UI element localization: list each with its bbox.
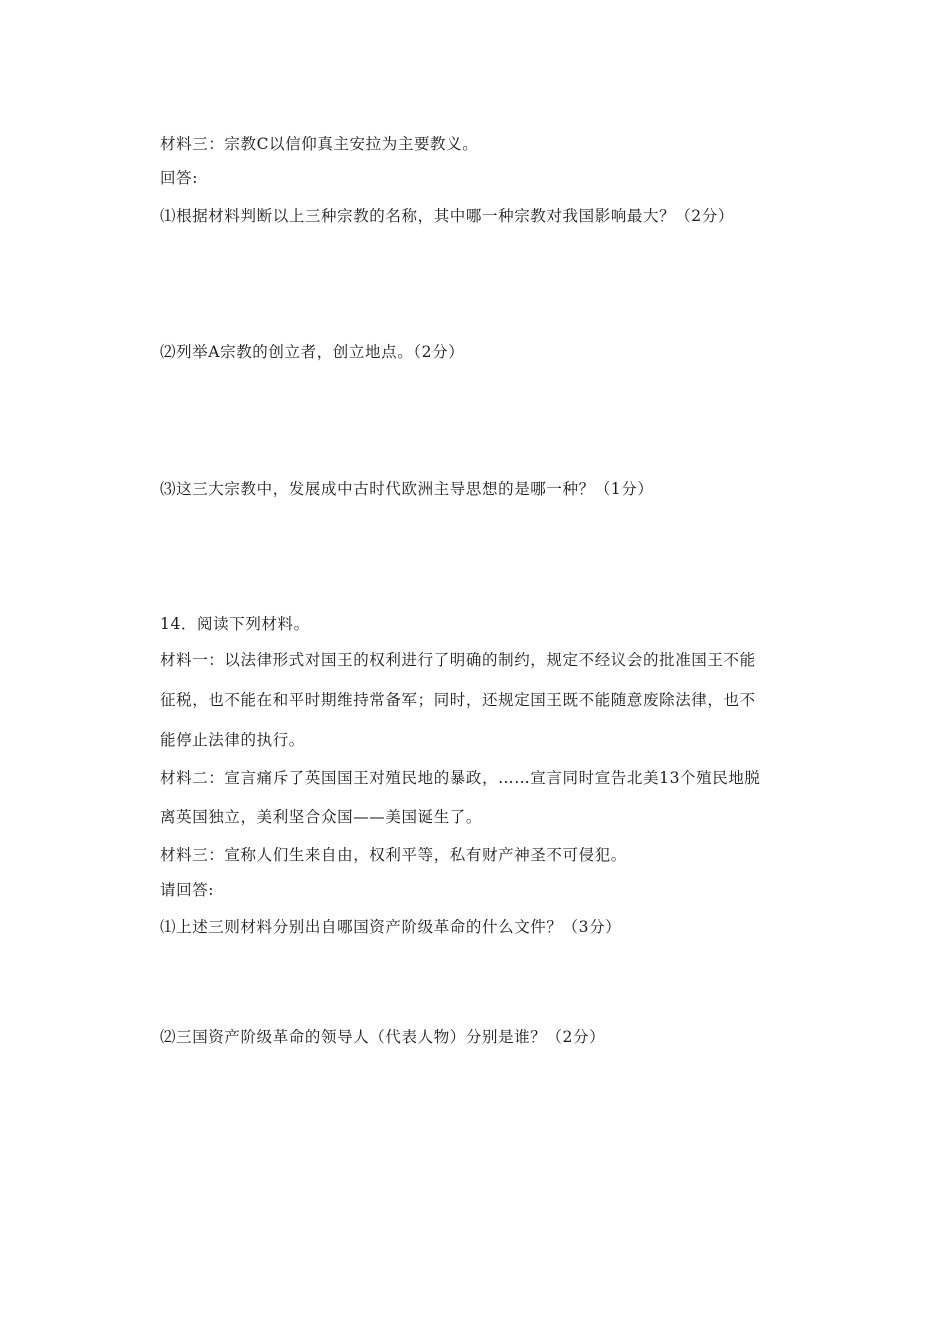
material-3-declaration: 材料三：宣称人们生来自由，权利平等，私有财产神圣不可侵犯。 [160,846,627,864]
material-2-line-2: 离英国独立，美利坚合众国——美国诞生了。 [160,808,483,826]
answer-prompt-14: 请回答: [160,881,215,899]
question-13-2: ⑵列举A宗教的创立者，创立地点。（2分） [160,343,465,361]
material-1-line-3: 能停止法律的执行。 [160,731,305,749]
answer-prompt: 回答: [160,169,199,187]
question-14-heading: 14．阅读下列材料。 [160,615,310,633]
material-1-line-1: 材料一：以法律形式对国王的权利进行了明确的制约，规定不经议会的批准国王不能 [160,651,756,669]
question-13-3: ⑶这三大宗教中，发展成中古时代欧洲主导思想的是哪一种？（1分） [160,480,654,498]
question-13-1: ⑴根据材料判断以上三种宗教的名称，其中哪一种宗教对我国影响最大？（2分） [160,207,734,225]
material-3-religion: 材料三：宗教C以信仰真主安拉为主要教义。 [160,135,479,153]
question-14-1: ⑴上述三则材料分别出自哪国资产阶级革命的什么文件？（3分） [160,918,622,936]
material-1-line-2: 征税，也不能在和平时期维持常备军；同时，还规定国王既不能随意废除法律，也不 [160,691,756,709]
question-14-2: ⑵三国资产阶级革命的领导人（代表人物）分别是谁？（2分） [160,1028,606,1046]
material-2-line-1: 材料二：宣言痛斥了英国国王对殖民地的暴政，……宣言同时宣告北美13个殖民地脱 [160,769,761,787]
